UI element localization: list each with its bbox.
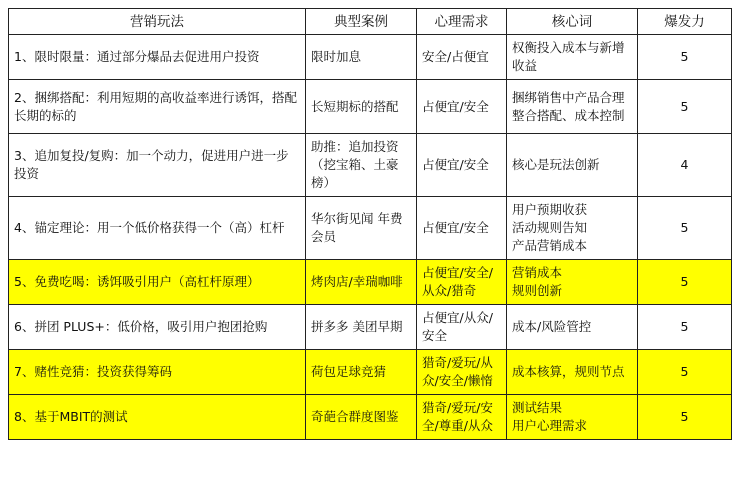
- cell-keyword: [507, 350, 638, 395]
- header-power: 爆发力: [638, 9, 732, 35]
- cell-case-text: 拼多多 美团早期: [311, 319, 403, 334]
- cell-need-text: 占便宜/安全: [422, 157, 489, 172]
- cell-power-text: 5: [680, 364, 689, 379]
- table-body: [9, 35, 732, 440]
- cell-power-text: 5: [680, 409, 689, 424]
- cell-keyword-text: 权衡投入成本与新增收益: [512, 40, 625, 73]
- cell-keyword-text: 营销成本 规则创新: [512, 265, 563, 298]
- cell-case: [306, 80, 417, 134]
- cell-case: [306, 395, 417, 440]
- cell-keyword: [507, 305, 638, 350]
- cell-case-text: 限时加息: [311, 49, 362, 64]
- cell-keyword-text: 核心是玩法创新: [512, 157, 600, 172]
- cell-keyword-text: 捆绑销售中产品合理整合搭配、成本控制: [512, 89, 625, 123]
- marketing-table: [8, 8, 732, 440]
- cell-case: [306, 134, 417, 197]
- cell-need-text: 安全/占便宜: [422, 49, 489, 64]
- cell-case: [306, 260, 417, 305]
- header-method: 营销玩法: [9, 9, 306, 35]
- cell-method-text: 8、基于MBIT的测试: [14, 409, 128, 424]
- cell-method: [9, 395, 306, 440]
- cell-need-text: 占便宜/从众/安全: [422, 310, 493, 343]
- cell-method: [9, 305, 306, 350]
- cell-case: [306, 305, 417, 350]
- cell-keyword: [507, 80, 638, 134]
- cell-keyword: [507, 35, 638, 80]
- cell-case-text: 烤肉店/幸瑞咖啡: [311, 274, 403, 289]
- cell-need-text: 占便宜/安全: [422, 98, 489, 114]
- cell-case-text: 奇葩合群度图鉴: [311, 409, 399, 424]
- cell-power: [638, 305, 732, 350]
- table-row: [9, 395, 732, 440]
- cell-method-text: 2、捆绑搭配：利用短期的高收益率进行诱饵，搭配长期的标的: [14, 89, 297, 123]
- cell-keyword-text: 测试结果 用户心理需求: [512, 400, 588, 433]
- cell-need: [417, 260, 507, 305]
- header-case: 典型案例: [306, 9, 417, 35]
- cell-keyword-text: 成本/风险管控: [512, 319, 592, 334]
- cell-need-text: 猎奇/爱玩/安全/尊重/从众: [422, 400, 493, 433]
- cell-method-text: 7、赌性竞猜：投资获得筹码: [14, 364, 172, 379]
- header-row: [9, 9, 732, 35]
- cell-keyword: [507, 260, 638, 305]
- cell-power-text: 5: [680, 98, 689, 114]
- cell-keyword: [507, 134, 638, 197]
- cell-need: [417, 134, 507, 197]
- cell-power-text: 5: [680, 220, 689, 235]
- cell-method-text: 6、拼团 PLUS+：低价格，吸引用户抱团抢购: [14, 319, 268, 334]
- cell-keyword: [507, 395, 638, 440]
- cell-method: [9, 80, 306, 134]
- cell-method-text: 5、免费吃喝：诱饵吸引用户（高杠杆原理）: [14, 274, 260, 289]
- cell-case-text: 荷包足球竞猜: [311, 364, 387, 379]
- cell-power-text: 5: [680, 319, 689, 334]
- cell-method-text: 1、限时限量：通过部分爆品去促进用户投资: [14, 49, 260, 64]
- table-row: [9, 305, 732, 350]
- cell-need-text: 占便宜/安全: [422, 220, 489, 235]
- cell-power: [638, 350, 732, 395]
- cell-power: [638, 80, 732, 134]
- cell-need: [417, 350, 507, 395]
- cell-case-text: 助推：追加投资（挖宝箱、土豪榜）: [311, 139, 399, 190]
- cell-need-text: 占便宜/安全/从众/猎奇: [422, 265, 493, 298]
- cell-need: [417, 305, 507, 350]
- cell-need: [417, 80, 507, 134]
- cell-need: [417, 35, 507, 80]
- table-row: [9, 197, 732, 260]
- cell-method-text: 4、锚定理论：用一个低价格获得一个（高）杠杆: [14, 220, 285, 235]
- cell-method: [9, 260, 306, 305]
- cell-power-text: 4: [680, 157, 689, 172]
- table-row: [9, 134, 732, 197]
- cell-power: [638, 395, 732, 440]
- cell-method: [9, 134, 306, 197]
- table-row: [9, 350, 732, 395]
- header-need: 心理需求: [417, 9, 507, 35]
- table-row: [9, 35, 732, 80]
- header-keyword: 核心词: [507, 9, 638, 35]
- cell-method: [9, 350, 306, 395]
- cell-power-text: 5: [680, 274, 689, 289]
- cell-case: [306, 197, 417, 260]
- cell-method: [9, 197, 306, 260]
- cell-case-text: 华尔街见闻 年费会员: [311, 211, 403, 244]
- table-row: [9, 80, 732, 134]
- cell-keyword-text: 成本核算，规则节点: [512, 364, 625, 379]
- cell-power: [638, 134, 732, 197]
- cell-power: [638, 260, 732, 305]
- cell-method: [9, 35, 306, 80]
- cell-case: [306, 35, 417, 80]
- cell-need: [417, 197, 507, 260]
- cell-power: [638, 197, 732, 260]
- cell-need-text: 猎奇/爱玩/从众/安全/懒惰: [422, 355, 493, 388]
- cell-method-text: 3、追加复投/复购：加一个动力，促进用户进一步投资: [14, 148, 289, 181]
- cell-power-text: 5: [680, 49, 689, 64]
- cell-keyword-text: 用户预期收获 活动规则告知 产品营销成本: [512, 202, 588, 253]
- table-row: [9, 260, 732, 305]
- cell-case-text: 长短期标的搭配: [311, 98, 399, 114]
- cell-keyword: [507, 197, 638, 260]
- cell-case: [306, 350, 417, 395]
- cell-need: [417, 395, 507, 440]
- cell-power: [638, 35, 732, 80]
